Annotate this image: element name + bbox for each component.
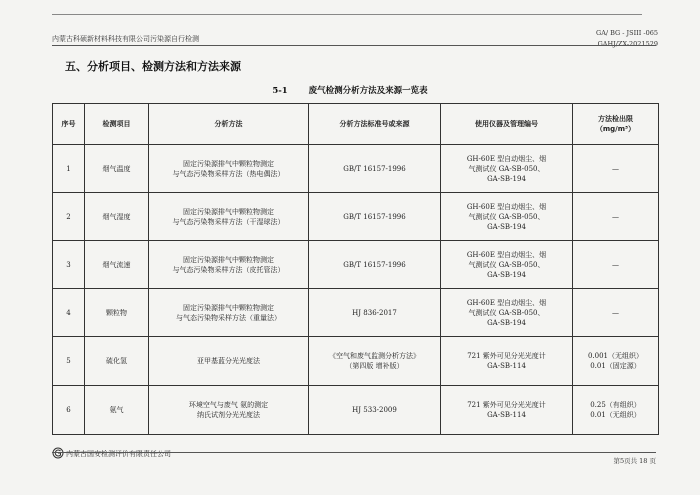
cell-item: 颗粒物: [85, 289, 149, 337]
limit-line2: 0.01（固定源）: [590, 362, 641, 370]
header-company: 内蒙古科硕新材料科技有限公司污染源自行检测: [52, 35, 199, 43]
instrument-line3: GA-SB-194: [487, 318, 526, 327]
cell-no: 4: [53, 289, 85, 337]
method-line2: 与气态污染物采样方法（重量法）: [176, 313, 281, 322]
cell-no: 1: [53, 145, 85, 193]
ga-logo-icon: [52, 447, 64, 459]
cell-standard: [309, 289, 441, 337]
table-header-row: [53, 104, 659, 145]
header-rule: [52, 45, 656, 46]
limit-line2: 0.01（无组织）: [590, 411, 641, 419]
instrument-line1: GH-60E 型自动烟尘、烟: [466, 202, 547, 211]
cell-instrument: [441, 337, 573, 386]
header-no: 序号: [53, 104, 85, 145]
cell-limit: [573, 241, 659, 289]
footer-company-name: 内蒙古国安检测评价有限责任公司: [66, 450, 171, 458]
cell-instrument: [441, 289, 573, 337]
header-limit-line1: 方法检出限: [598, 115, 633, 123]
cell-item: 氨气: [85, 386, 149, 435]
method-line2: 与气态污染物采样方法（热电偶法）: [172, 169, 285, 178]
standard-line1: 《空气和废气监测分析方法》: [329, 352, 420, 360]
section-title: 五、分析项目、检测方法和方法来源: [65, 60, 241, 73]
method-line1: 环境空气与废气 氨的测定: [188, 401, 269, 409]
table-row: [53, 337, 659, 386]
table-caption: [0, 84, 700, 96]
limit-line1: —: [612, 164, 619, 173]
header-code-2: GAHJ/ZX-2021529: [597, 40, 658, 48]
header-limit: [573, 104, 659, 145]
limit-line1: 0.001（无组织）: [587, 352, 644, 360]
cell-limit: [573, 337, 659, 386]
footer-rule: [52, 452, 656, 453]
method-line1: 固定污染源排气中颗粒物测定: [183, 207, 274, 216]
table-title: 废气检测分析方法及来源一览表: [308, 86, 428, 96]
table-row: [53, 145, 659, 193]
instrument-line2: GA-SB-114: [487, 411, 526, 419]
cell-no: 2: [53, 193, 85, 241]
cell-instrument: [441, 145, 573, 193]
cell-no: 6: [53, 386, 85, 435]
cell-instrument: [441, 386, 573, 435]
method-line1: 固定污染源排气中颗粒物测定: [183, 303, 274, 312]
cell-standard: [309, 337, 441, 386]
instrument-line3: GA-SB-194: [487, 174, 526, 183]
cell-standard: [309, 145, 441, 193]
instrument-line3: GA-SB-194: [487, 222, 526, 231]
header-code-1: GA/ BG - JSIII -065: [596, 29, 658, 37]
cell-method: [149, 145, 309, 193]
method-line2: 与气态污染物采样方法（干湿球法）: [172, 217, 285, 226]
header-method: 分析方法: [149, 104, 309, 145]
standard-line1: HJ 533-2009: [352, 406, 397, 414]
cell-standard: [309, 193, 441, 241]
header-standard: 分析方法标准号或来源: [309, 104, 441, 145]
limit-line1: —: [612, 308, 619, 317]
header-item: 检测项目: [85, 104, 149, 145]
cell-item: 烟气流速: [85, 241, 149, 289]
methods-table: [52, 103, 659, 435]
standard-line1: GB/T 16157-1996: [343, 164, 406, 173]
cell-instrument: [441, 241, 573, 289]
cell-method: [149, 337, 309, 386]
limit-line1: 0.25（有组织）: [590, 401, 641, 409]
instrument-line1: 721 紫外可见分光光度计: [467, 401, 546, 409]
cell-item: 硫化氢: [85, 337, 149, 386]
cell-method: [149, 386, 309, 435]
instrument-line1: 721 紫外可见分光光度计: [467, 352, 546, 360]
instrument-line1: GH-60E 型自动烟尘、烟: [466, 154, 547, 163]
table-row: [53, 241, 659, 289]
cell-standard: [309, 386, 441, 435]
table-row: [53, 289, 659, 337]
scan-top-line: [52, 14, 642, 15]
table-row: [53, 193, 659, 241]
standard-line1: GB/T 16157-1996: [343, 212, 406, 221]
cell-item: 烟气温度: [85, 145, 149, 193]
cell-standard: [309, 241, 441, 289]
table-number: 5-1: [272, 86, 288, 96]
table-row: [53, 386, 659, 435]
method-line2: 与气态污染物采样方法（皮托管法）: [172, 265, 285, 274]
method-line1: 固定污染源排气中颗粒物测定: [183, 159, 274, 168]
header-limit-line2: （mg/m³）: [595, 125, 636, 133]
standard-line1: GB/T 16157-1996: [343, 260, 406, 269]
cell-item: 烟气湿度: [85, 193, 149, 241]
instrument-line2: 气测试仪 GA-SB-050、: [468, 212, 545, 221]
cell-method: [149, 241, 309, 289]
cell-method: [149, 289, 309, 337]
cell-limit: [573, 386, 659, 435]
header-doc-codes: [596, 28, 658, 50]
standard-line2: （第四版 增补版）: [345, 362, 404, 370]
header-instrument: 使用仪器及管理编号: [441, 104, 573, 145]
instrument-line2: GA-SB-114: [487, 362, 526, 370]
cell-limit: [573, 289, 659, 337]
limit-line1: —: [612, 212, 619, 221]
standard-line1: HJ 836-2017: [352, 308, 397, 317]
instrument-line2: 气测试仪 GA-SB-050、: [468, 308, 545, 317]
instrument-line3: GA-SB-194: [487, 270, 526, 279]
method-line1: 固定污染源排气中颗粒物测定: [183, 255, 274, 264]
cell-limit: [573, 193, 659, 241]
cell-limit: [573, 145, 659, 193]
footer-company: [52, 447, 171, 459]
instrument-line1: GH-60E 型自动烟尘、烟: [466, 298, 547, 307]
instrument-line2: 气测试仪 GA-SB-050、: [468, 260, 545, 269]
instrument-line1: GH-60E 型自动烟尘、烟: [466, 250, 547, 259]
method-line1: 亚甲基蓝分光光度法: [197, 357, 260, 365]
instrument-line2: 气测试仪 GA-SB-050、: [468, 164, 545, 173]
cell-instrument: [441, 193, 573, 241]
method-line2: 纳氏试剂分光光度法: [197, 411, 260, 419]
cell-no: 3: [53, 241, 85, 289]
cell-no: 5: [53, 337, 85, 386]
cell-method: [149, 193, 309, 241]
page-number: 第5页共 18 页: [613, 457, 656, 465]
limit-line1: —: [612, 260, 619, 269]
